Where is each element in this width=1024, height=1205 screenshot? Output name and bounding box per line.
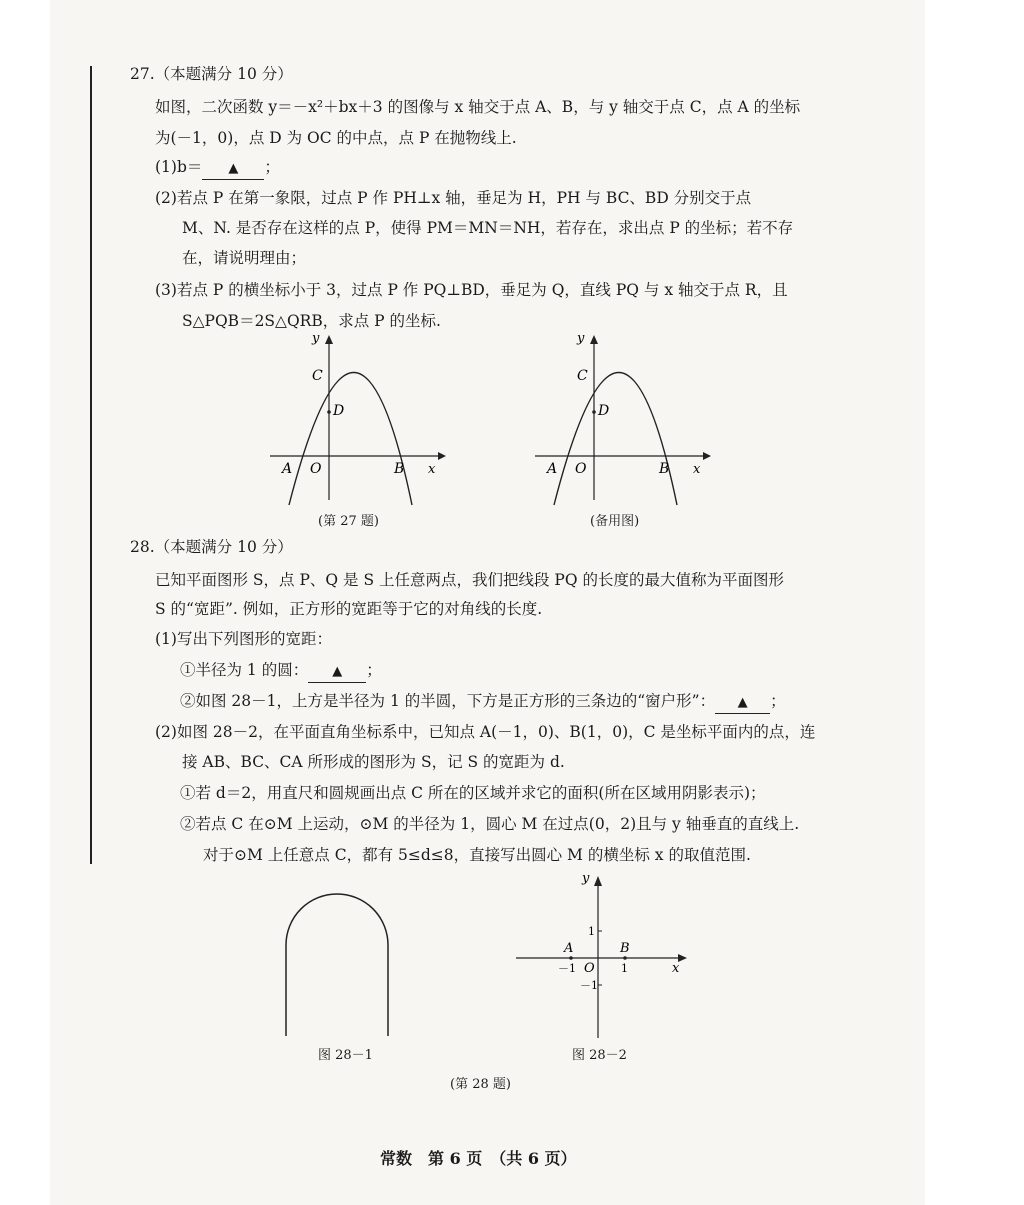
label-b: B [394, 461, 405, 477]
q28-part1b-text: ②如图 28－1，上方是半径为 1 的半圆，下方是正方形的三条边的“窗户形”： [180, 692, 716, 710]
y-axis-arrow [590, 335, 598, 344]
q27-header: 27.（本题满分 10 分） [130, 65, 293, 83]
answer-blank [715, 691, 770, 714]
q28-part2b-line-2: 对于⊙M 上任意点 C，都有 5≤d≤8，直接写出圆心 M 的横坐标 x 的取值范围. [203, 846, 751, 864]
label-y: y [582, 871, 590, 886]
parabola [554, 373, 677, 506]
figure-28-2-caption: 图 28－2 [572, 1048, 627, 1063]
label-d: D [333, 403, 345, 419]
q27-figure [260, 330, 450, 510]
label-o: O [575, 461, 587, 477]
q27-caption: (第 27 题) [318, 514, 379, 529]
answer-triangle: ▲ [228, 161, 239, 176]
label-x: x [428, 462, 436, 477]
figure-28-2 [512, 870, 692, 1042]
q28-part2a: ①若 d＝2，用直尺和圆规画出点 C 所在的区域并求它的面积(所在区域用阴影表示)； [180, 784, 766, 802]
q27-part3-line-1: (3)若点 P 的横坐标小于 3，过点 P 作 PQ⊥BD，垂足为 Q，直线 PQ 与 x 轴交于点 R，且 [155, 281, 788, 299]
q27-stem-line-1: 如图，二次函数 y＝－x²＋bx＋3 的图像与 x 轴交于点 A、B，与 y 轴交于点 C，点 A 的坐标 [155, 98, 801, 116]
answer-blank [308, 660, 366, 683]
q27-backup-caption: (备用图) [590, 514, 640, 529]
q28-part1b-end: ； [770, 692, 786, 710]
label-o: O [584, 961, 595, 976]
q27-part2-line-1: (2)若点 P 在第一象限，过点 P 作 PH⊥x 轴，垂足为 H，PH 与 BC、BD 分别交于点 [155, 189, 752, 207]
q27-part1 [155, 157, 280, 180]
q27-stem-line-2: 为(－1，0)，点 D 为 OC 的中点，点 P 在抛物线上. [155, 129, 517, 147]
label-a: A [547, 461, 558, 477]
y-axis-arrow [594, 876, 602, 886]
margin-rule [90, 66, 92, 864]
figure-28-1 [283, 890, 393, 1040]
q27-part2-line-3: 在，请说明理由； [182, 249, 307, 267]
page-footer: 常数 第 6 页 （共 6 页） [380, 1149, 577, 1168]
point-a [569, 956, 573, 960]
q27-part2-line-2: M、N. 是否存在这样的点 P，使得 PM＝MN＝NH，若存在，求出点 P 的坐标；若不存 [182, 219, 794, 237]
q28-stem-line-1: 已知平面图形 S，点 P、Q 是 S 上任意两点，我们把线段 PQ 的长度的最大值称为平面图形 [155, 571, 785, 589]
x-axis-arrow [703, 452, 711, 460]
point-b [623, 956, 627, 960]
figure-28-1-caption: 图 28－1 [318, 1048, 373, 1063]
label-x: x [693, 462, 701, 477]
label-b: B [659, 461, 670, 477]
q28-part1: (1)写出下列图形的宽距： [155, 630, 332, 648]
label-neg-one-x: －1 [558, 962, 576, 975]
label-y: y [312, 331, 320, 346]
answer-triangle: ▲ [332, 664, 343, 679]
answer-triangle: ▲ [737, 695, 748, 710]
y-axis-arrow [325, 335, 333, 344]
q27-part1-end: ； [264, 158, 280, 176]
q28-header: 28.（本题满分 10 分） [130, 538, 293, 556]
label-x: x [672, 961, 680, 976]
q28-part2-line-1: (2)如图 28－2，在平面直角坐标系中，已知点 A(－1，0)、B(1，0)，C 是坐标平面内的点，连 [155, 723, 816, 741]
label-o: O [310, 461, 322, 477]
q28-part1a-text: ①半径为 1 的圆： [180, 661, 309, 679]
label-one-x: 1 [621, 962, 628, 975]
q28-part1b [180, 691, 786, 714]
answer-blank [202, 157, 264, 180]
window-shape [286, 894, 388, 1036]
q28-part1a [180, 660, 382, 683]
label-a: A [564, 941, 574, 956]
label-one-y: 1 [588, 925, 595, 938]
label-b: B [620, 941, 630, 956]
label-d: D [598, 403, 610, 419]
q28-caption: (第 28 题) [450, 1077, 511, 1092]
q28-part1a-end: ； [366, 661, 382, 679]
x-axis-arrow [438, 452, 446, 460]
q27-part3-line-2: S△PQB＝2S△QRB，求点 P 的坐标. [182, 312, 441, 330]
label-y: y [577, 331, 585, 346]
q27-part1-text: (1)b＝ [155, 158, 203, 176]
label-c: C [312, 368, 323, 384]
label-neg-one-y: －1 [580, 979, 598, 992]
q27-backup-figure [525, 330, 715, 510]
parabola [289, 373, 412, 506]
label-a: A [282, 461, 293, 477]
q28-part2b-line-1: ②若点 C 在⊙M 上运动，⊙M 的半径为 1，圆心 M 在过点(0，2)且与 y 轴垂直的直线上. [180, 815, 800, 833]
point-d [592, 410, 596, 414]
x-axis-arrow [678, 954, 687, 962]
q28-part2-line-2: 接 AB、BC、CA 所形成的图形为 S，记 S 的宽距为 d. [182, 753, 565, 771]
label-c: C [577, 368, 588, 384]
point-d [327, 410, 331, 414]
q28-stem-line-2: S 的“宽距”. 例如，正方形的宽距等于它的对角线的长度. [155, 600, 543, 618]
